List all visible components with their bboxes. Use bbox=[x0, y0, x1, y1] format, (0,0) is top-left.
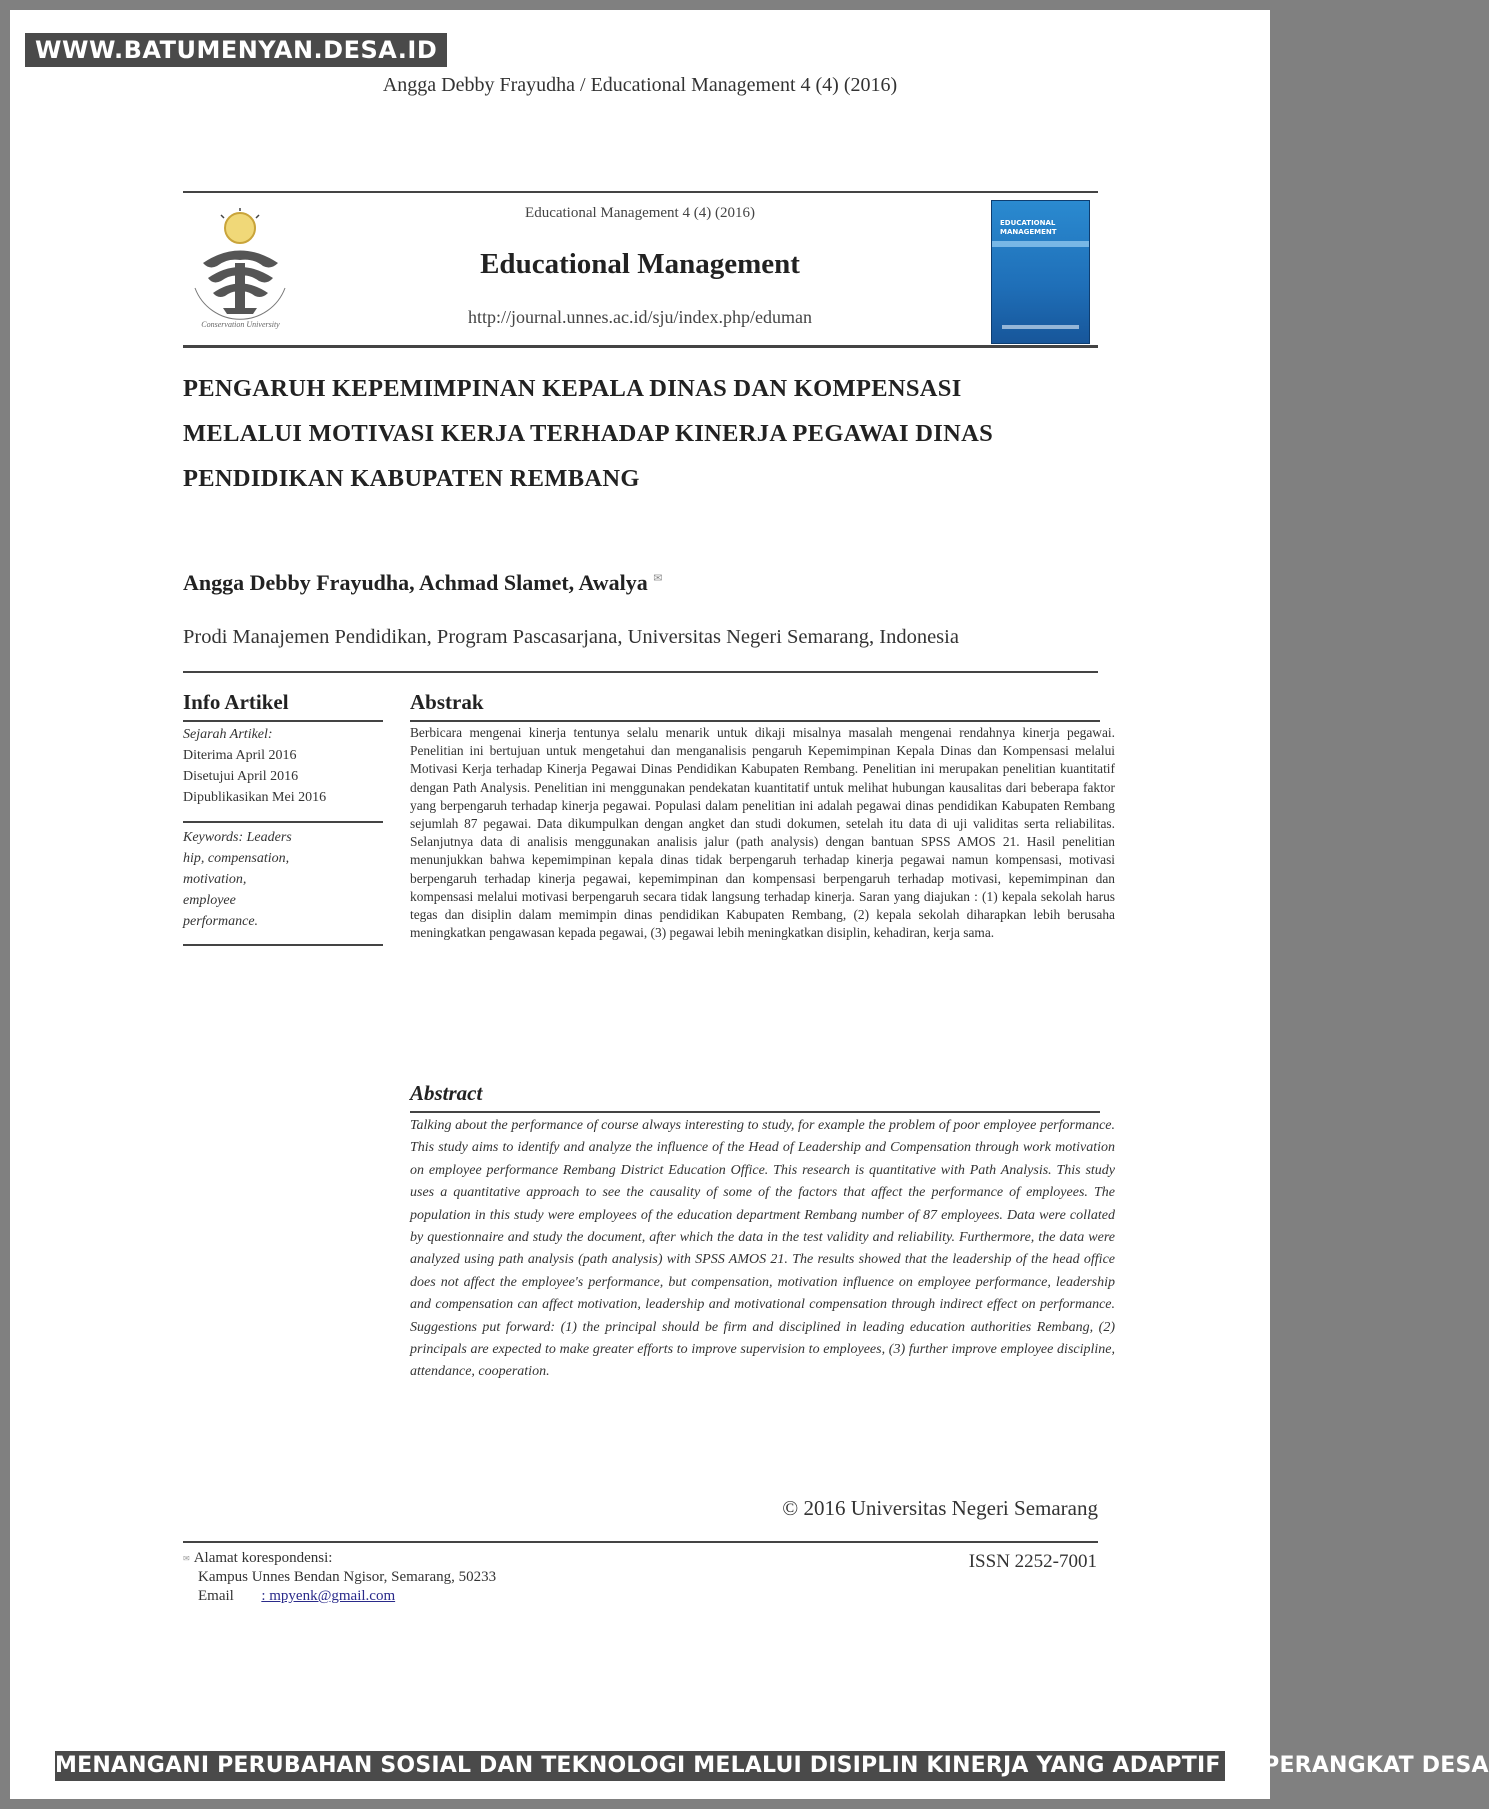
keyword-line: Keywords: Leaders bbox=[183, 830, 292, 845]
journal-title: Educational Management bbox=[480, 248, 800, 280]
cover-title: EDUCATIONAL MANAGEMENT bbox=[1000, 219, 1057, 236]
authors-text: Angga Debby Frayudha, Achmad Slamet, Awalya bbox=[183, 570, 648, 595]
info-heading: Info Artikel bbox=[183, 690, 289, 714]
address-text: Kampus Unnes Bendan Ngisor, Semarang, 50233 bbox=[198, 1569, 497, 1585]
abstract-section bbox=[410, 1081, 1115, 1461]
header-top-rule bbox=[183, 191, 1098, 193]
article-title-line: PENGARUH KEPEMIMPINAN KEPALA DINAS DAN KOMPENSASI bbox=[183, 375, 962, 402]
site-watermark[interactable]: WWW.BATUMENYAN.DESA.ID bbox=[25, 33, 447, 67]
issn: ISSN 2252-7001 bbox=[968, 1551, 1097, 1572]
abstrak-rule bbox=[410, 720, 1100, 722]
article-title-line: PENDIDIKAN KABUPATEN REMBANG bbox=[183, 465, 640, 492]
affiliation-rule bbox=[183, 671, 1098, 673]
footnote-mark: ✉ bbox=[183, 1554, 190, 1563]
published-date: Dipublikasikan Mei 2016 bbox=[183, 790, 327, 805]
keyword-line: employee bbox=[183, 893, 236, 908]
address-label: Alamat korespondensi: bbox=[193, 1550, 333, 1566]
info-bottom-rule bbox=[183, 944, 383, 946]
email-label: Email bbox=[198, 1588, 234, 1604]
author-list bbox=[183, 570, 662, 596]
email-link[interactable]: : mpyenk@gmail.com bbox=[261, 1588, 396, 1604]
logo-caption: Conservation University bbox=[201, 320, 280, 329]
cover-bottom-bar bbox=[1002, 325, 1079, 329]
cover-stripe bbox=[992, 241, 1089, 247]
info-heading-rule bbox=[183, 720, 383, 722]
correspondence-mark: ✉ bbox=[653, 572, 663, 585]
abstract-text: Talking about the performance of course always interesting to study, for example the problem of poor employee performance. This study aims to identify and analyze the influence of the Head of Leadership and Compensation through work motivation on employee performance Rembang District Education Office. This research is quantitative with Path Analysis. This study uses a quantitative approach to see the causality of some of the factors that affect the performance of employees. The population in this study were employees of the education department Rembang number of 87 employees. Data were collated by questionnaire and study the document, after which the data in the test validity and reliability. Furthermore, the data were analyzed using path analysis (path analysis) with SPSS AMOS 21. The results showed that the leadership of the head office does not affect the employee's performance, but compensation, motivation influence on employee performance, leadership and compensation can affect motivation, leadership and motivational compensation through indirect effect on performance. Suggestions put forward: (1) the principal should be firm and disciplined in leading education authorities Rembang, (2) principals are expected to make greater efforts to improve supervision to employees, (3) further improve employee discipline, attendance, cooperation. bbox=[410, 1118, 1115, 1380]
keyword-line: hip, compensation, bbox=[183, 851, 290, 866]
article-title-line: MELALUI MOTIVASI KERJA TERHADAP KINERJA PEGAWAI DINAS bbox=[183, 420, 994, 447]
info-divider bbox=[183, 821, 383, 823]
keyword-line: motivation, bbox=[183, 872, 247, 887]
footer-rule bbox=[183, 1541, 1098, 1543]
journal-cover bbox=[991, 200, 1090, 344]
copyright: © 2016 Universitas Negeri Semarang bbox=[782, 1496, 1098, 1520]
article-info bbox=[183, 690, 383, 929]
header-bottom-rule bbox=[183, 345, 1098, 348]
abstrak-section bbox=[410, 690, 1115, 1070]
journal-url[interactable]: http://journal.unnes.ac.id/sju/index.php/eduman bbox=[468, 307, 812, 327]
accepted-date: Disetujui April 2016 bbox=[183, 769, 299, 784]
received-date: Diterima April 2016 bbox=[183, 748, 297, 763]
abstract-heading: Abstract bbox=[410, 1081, 483, 1105]
abstract-rule bbox=[410, 1111, 1100, 1113]
keyword-line: performance. bbox=[183, 914, 259, 929]
correspondence-footer bbox=[183, 1549, 496, 1606]
running-header: Angga Debby Frayudha / Educational Management 4 (4) (2016) bbox=[382, 74, 898, 96]
abstrak-text: Berbicara mengenai kinerja tentunya selalu menarik untuk dikaji misalnya masalah mengenai rendahnya kinerja pegawai. Penelitian ini bertujuan untuk mengetahui dan menganalisis pengaruh Kepemimpinan Kepala Dinas dan Kompensasi melalui Motivasi Kerja terhadap Kinerja Pegawai Dinas Pendidikan Kabupaten Rembang. Penelitian ini merupakan penelitian kuantitatif dengan Path Analysis. Penelitian ini menggunakan pendekatan kuantitatif untuk melihat hubungan kausalitas dari beberapa faktor yang berpengaruh terhadap kinerja pegawai. Populasi dalam penelitian ini adalah pegawai dinas pendidikan Kabupaten Rembang sejumlah 87 pegawai. Data dikumpulkan dengan angket dan studi dokumen, setelah itu data di uji validitas serta reliabilitas. Selanjutnya data di analisis menggunakan analisis jalur (path analysis) dengan bantuan SPSS AMOS 21. Hasil penelitian menunjukkan bahwa kepemimpinan kepala dinas tidak berpengaruh terhadap kinerja pegawai namun kompensasi, motivasi berpengaruh terhadap kinerja pegawai, kepemimpinan dan kompensasi berpengaruh terhadap motivasi, kepemimpinan dan kompensasi melalui motivasi berpengaruh secara tidak langsung terhadap kinerja. Saran yang diajukan : (1) kepala sekolah harus tegas dan disiplin dalam memimpin dinas pendidikan Kabupaten Rembang, (2) kepala sekolah diharapkan lebih berusaha meningkatkan pengawasan kepada pegawai, (3) pegawai lebih meningkatkan disiplin, kehadiran, kerja sama. bbox=[410, 725, 1115, 941]
history-label: Sejarah Artikel: bbox=[183, 727, 273, 742]
page-banner: MENANGANI PERUBAHAN SOSIAL DAN TEKNOLOGI MELALUI DISIPLIN KINERJA YANG ADAPTIF DI PERANGKAT DESA bbox=[55, 1751, 1225, 1781]
affiliation: Prodi Manajemen Pendidikan, Program Pascasarjana, Universitas Negeri Semarang, Indonesia bbox=[183, 626, 959, 648]
abstrak-heading: Abstrak bbox=[410, 690, 484, 714]
journal-citation: Educational Management 4 (4) (2016) bbox=[525, 205, 755, 221]
article-title bbox=[183, 366, 1083, 501]
